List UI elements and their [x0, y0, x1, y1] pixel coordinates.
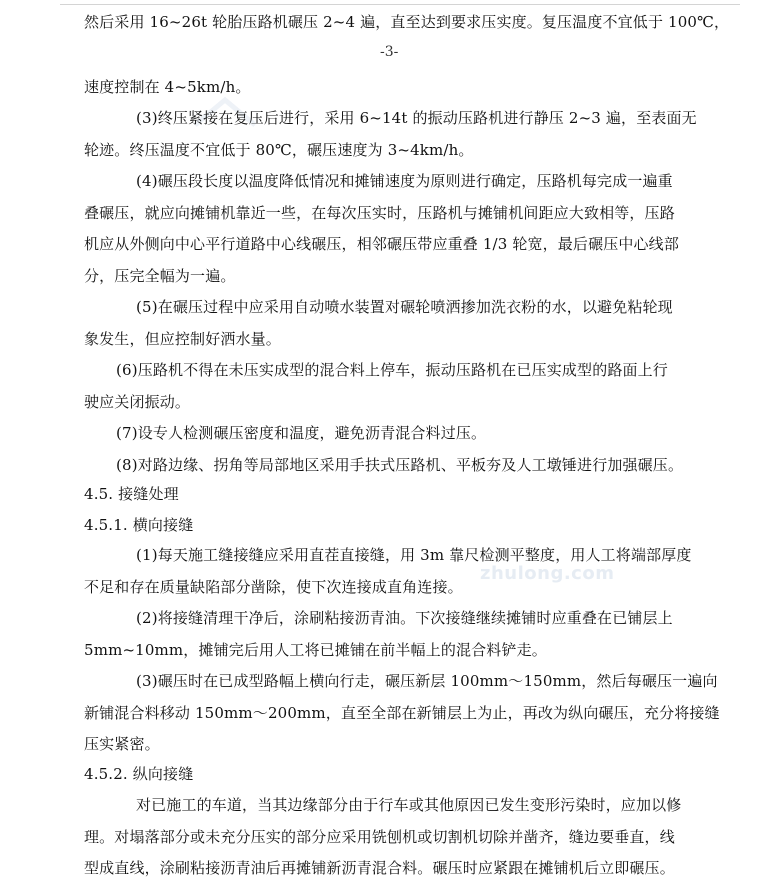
text-line: 轮迹。终压温度不宜低于 80℃，碾压速度为 3~4km/h。 — [84, 141, 474, 159]
section-heading: 4.5. 接缝处理 — [84, 485, 179, 503]
text-line: 不足和存在质量缺陷部分凿除，使下次连接成直角连接。 — [84, 578, 463, 596]
page-number: -3- — [380, 44, 399, 60]
text-line: 速度控制在 4~5km/h。 — [84, 78, 251, 96]
subsection-heading: 4.5.1. 横向接缝 — [84, 516, 194, 534]
text-line: 驶应关闭振动。 — [84, 393, 191, 411]
subsection-heading: 4.5.2. 纵向接缝 — [84, 765, 194, 783]
watermark-text: zhulong.com — [480, 563, 615, 584]
text-line: 叠碾压，就应向摊铺机靠近一些，在每次压实时，压路机与摊铺机间距应大致相等，压路 — [84, 204, 675, 222]
text-line: 压实紧密。 — [84, 735, 160, 753]
text-line: (8)对路边缘、拐角等局部地区采用手扶式压路机、平板夯及人工墩锤进行加强碾压。 — [116, 456, 684, 474]
text-line: 机应从外侧向中心平行道路中心线碾压，相邻碾压带应重叠 1/3 轮宽，最后碾压中心线部 — [84, 235, 679, 253]
text-line: 对已施工的车道，当其边缘部分由于行车或其他原因已发生变形污染时，应加以修 — [136, 796, 682, 814]
text-line: 然后采用 16~26t 轮胎压路机碾压 2~4 遍，直至达到要求压实度。复压温度不宜低于 100℃， — [84, 13, 730, 31]
text-line: (7)设专人检测碾压密度和温度，避免沥青混合料过压。 — [116, 424, 487, 442]
text-line: 分，压完全幅为一遍。 — [84, 267, 236, 285]
text-line: 型成直线，涂刷粘接沥青油后再摊铺新沥青混合料。碾压时应紧跟在摊铺机后立即碾压。 — [84, 859, 675, 877]
text-line: 象发生，但应控制好洒水量。 — [84, 330, 281, 348]
text-line: (3)终压紧接在复压后进行，采用 6~14t 的振动压路机进行静压 2~3 遍，至表面无 — [136, 109, 697, 127]
text-line: 新铺混合料移动 150mm～200mm，直至全部在新铺层上为止，再改为纵向碾压，充分将接缝 — [84, 704, 720, 722]
text-line: (5)在碾压过程中应采用自动喷水装置对碾轮喷洒掺加洗衣粉的水，以避免粘轮现 — [136, 298, 673, 316]
page-top-border — [60, 4, 740, 5]
text-line: (2)将接缝清理干净后，涂刷粘接沥青油。下次接缝继续摊铺时应重叠在已铺层上 — [136, 609, 673, 627]
text-line: 5mm~10mm，摊铺完后用人工将已摊铺在前半幅上的混合料铲走。 — [84, 641, 547, 659]
text-line: (6)压路机不得在未压实成型的混合料上停车，振动压路机在已压实成型的路面上行 — [116, 361, 668, 379]
text-line: (4)碾压段长度以温度降低情况和摊铺速度为原则进行确定，压路机每完成一遍重 — [136, 172, 673, 190]
text-line: (3)碾压时在已成型路幅上横向行走，碾压新层 100mm～150mm，然后每碾压一遍向 — [136, 672, 718, 690]
text-line: 理。对塌落部分或未充分压实的部分应采用铣刨机或切割机切除并凿齐，缝边要垂直，线 — [84, 828, 675, 846]
text-line: (1)每天施工缝接缝应采用直茬直接缝，用 3m 靠尺检测平整度，用人工将端部厚度 — [136, 546, 692, 564]
